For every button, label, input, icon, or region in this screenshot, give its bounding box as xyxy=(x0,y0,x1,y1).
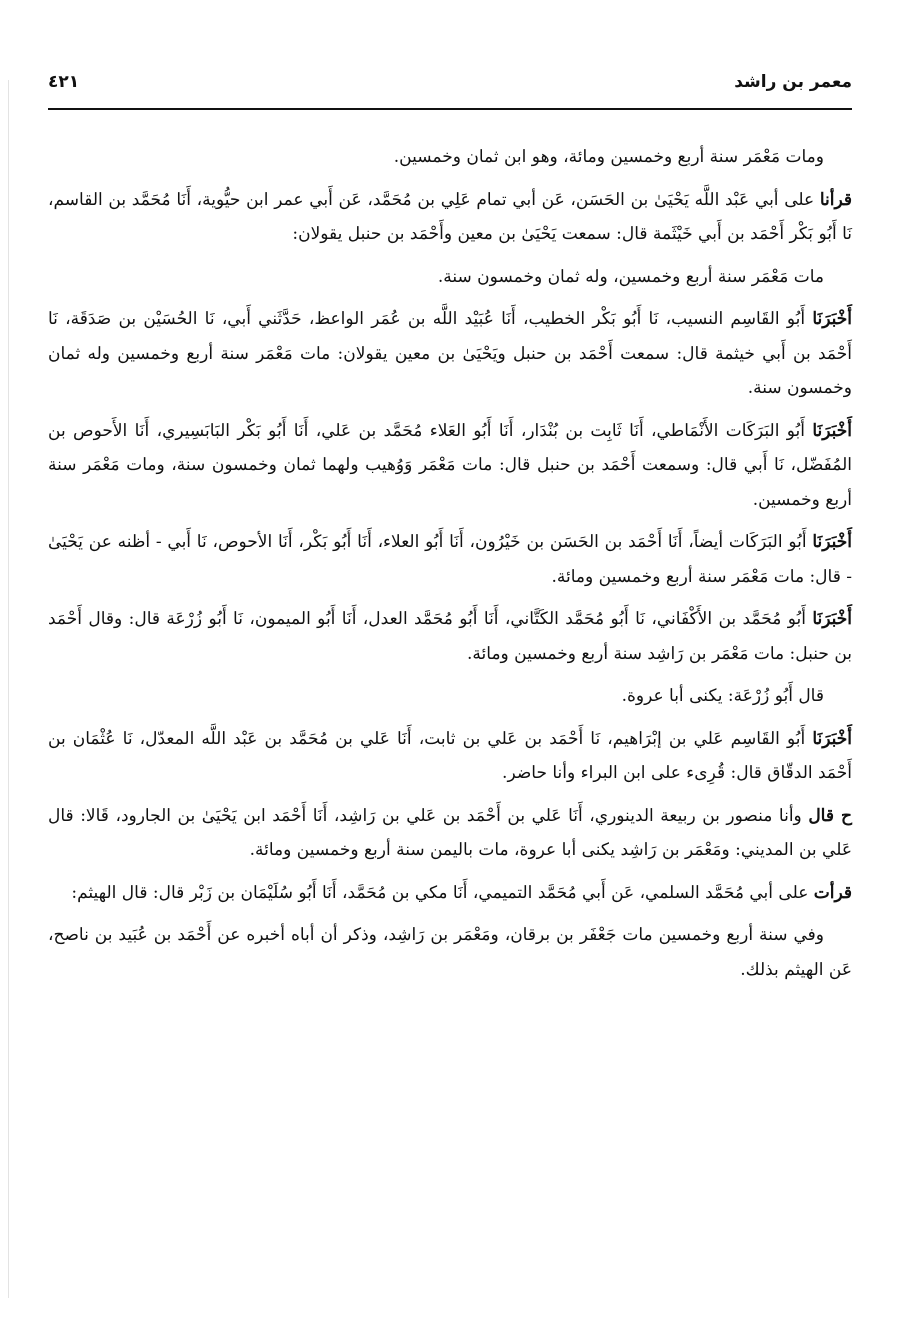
paragraph xyxy=(48,525,852,594)
paragraph xyxy=(48,918,852,987)
paragraph-text: أَبُو البَرَكَات الأَنْمَاطي، أَنَا ثَابِت بن بُنْدَار، أَنَا أَبُو العَلاء مُحَمَّد بن عَلي، أَنَا أَبُو بَكْر البَابَسِيري، أَنَا الأَحوص بن المُفَضّل، نَا أَبي قال: وسمعت أَحْمَد بن حنبل قال: مات مَعْمَر وَوُهيب ولهما ثمان وخمسون سنة، ومات مَعْمَر سنة أربع وخمسين. xyxy=(48,420,852,510)
paragraph-text: أَبُو مُحَمَّد بن الأَكْفَاني، نَا أَبُو مُحَمَّد الكَتَّاني، أَنَا أَبُو مُحَمَّد العدل، أَنَا أَبُو الميمون، نَا أَبُو زُرْعَة قال: وقال أَحْمَد بن حنبل: مات مَعْمَر بن رَاشِد سنة أربع وخمسين ومائة. xyxy=(48,609,852,664)
paragraph-lead: أَخْبَرَنَا xyxy=(812,728,852,749)
paragraph-lead: ح قال xyxy=(808,805,852,826)
paragraph-text: ومات مَعْمَر سنة أربع وخمسين ومائة، وهو ابن ثمان وخمسين. xyxy=(393,147,824,167)
paragraph-lead: أَخْبَرَنَا xyxy=(812,532,853,552)
paragraph-lead: أَخْبَرَنَا xyxy=(812,609,853,629)
paragraph-lead: قرأنا xyxy=(819,189,852,210)
body-text xyxy=(48,140,852,995)
paragraph-text: وأنا منصور بن ربيعة الدينوري، أَنَا عَلي بن أَحْمَد بن عَلي بن رَاشِد، أَنَا أَحْمَد ابن يَحْيَىٰ بن الجارود، قَالا: قال عَلي بن المديني: ومَعْمَر بن رَاشِد يكنى أبا عروة، مات باليمن سنة أربع وخمسين ومائة. xyxy=(48,805,852,860)
paragraph-lead: قرأت xyxy=(813,882,852,903)
paragraph xyxy=(48,722,852,791)
paragraph-text: مات مَعْمَر سنة أربع وخمسين، وله ثمان وخمسون سنة. xyxy=(437,266,824,287)
paragraph-lead: أَخْبَرَنَا xyxy=(812,309,852,329)
paragraph-text: قال أَبُو زُرْعَة: يكنى أبا عروة. xyxy=(621,686,824,706)
paragraph xyxy=(48,140,852,175)
paragraph-text: على أبي مُحَمَّد السلمي، عَن أَبي مُحَمَّد التميمي، أَنَا مكي بن مُحَمَّد، أَنَا أَبُو سُلَيْمَان بن زَبْر قال: قال الهيثم: xyxy=(71,882,809,903)
paragraph-text: أَبُو البَرَكَات أيضاً، أَنَا أَحْمَد بن الحَسَن بن خَيْرُون، أَنَا أَبُو العلاء، أَنَا أَبُو بَكْر، أَنَا الأحوص، نَا أَبي - أظنه عن يَحْيَىٰ - قال: مات مَعْمَر سنة أربع وخمسين ومائة. xyxy=(48,532,852,587)
paragraph xyxy=(48,679,852,714)
paragraph xyxy=(48,260,852,295)
paragraph xyxy=(48,183,852,252)
paragraph xyxy=(48,876,852,911)
scan-edge-line xyxy=(8,80,9,1298)
paragraph-text: أَبُو القَاسِم عَلي بن إبْرَاهيم، نَا أَحْمَد بن عَلي بن ثابت، أَنَا عَلي بن مُحَمَّد بن عَبْد اللَّه المعدّل، نَا عُثْمَان بن أَحْمَد الدقّاق قال: قُرِىء على ابن البراء وأنا حاضر. xyxy=(48,728,852,783)
page-number: ٤٢١ xyxy=(48,72,80,92)
paragraph-text: على أبي عَبْد اللَّه يَحْيَىٰ بن الحَسَن، عَن أبي تمام عَلِي بن مُحَمَّد، عَن أَبي عمر ابن حيُّوية، أَنَا مُحَمَّد بن القاسم، نَا أَبُو بَكْر أَحْمَد بن أَبي خَيْثَمة قال: سمعت يَحْيَىٰ بن معين وأَحْمَد بن حنبل يقولان: xyxy=(48,189,852,244)
paragraph xyxy=(48,302,852,406)
paragraph xyxy=(48,799,852,868)
paragraph-text: وفي سنة أربع وخمسين مات جَعْفَر بن برقان، ومَعْمَر بن رَاشِد، وذكر أن أباه أخبره عن أَحْمَد بن عُبَيد بن ناصح، عَن الهيثم بذلك. xyxy=(48,925,852,980)
running-title: معمر بن راشد xyxy=(734,72,852,92)
paragraph xyxy=(48,602,852,671)
paragraph-text: أَبُو القَاسِم النسيب، نَا أَبُو بَكْر الخطيب، أَنَا عُبَيْد اللَّه بن عُمَر الواعظ، حَدَّثَني أَبي، نَا الحُسَيْن بن صَدَقَة، نَا أَحْمَد بن أَبي خيثمة قال: سمعت أَحْمَد بن حنبل ويَحْيَىٰ بن معين يقولان: مات مَعْمَر سنة أربع وخمسين وله ثمان وخمسون سنة. xyxy=(48,309,852,398)
paragraph-lead: أَخْبَرَنَا xyxy=(812,420,852,441)
header-rule xyxy=(48,108,852,110)
page-header xyxy=(48,58,852,110)
paragraph xyxy=(48,414,852,518)
